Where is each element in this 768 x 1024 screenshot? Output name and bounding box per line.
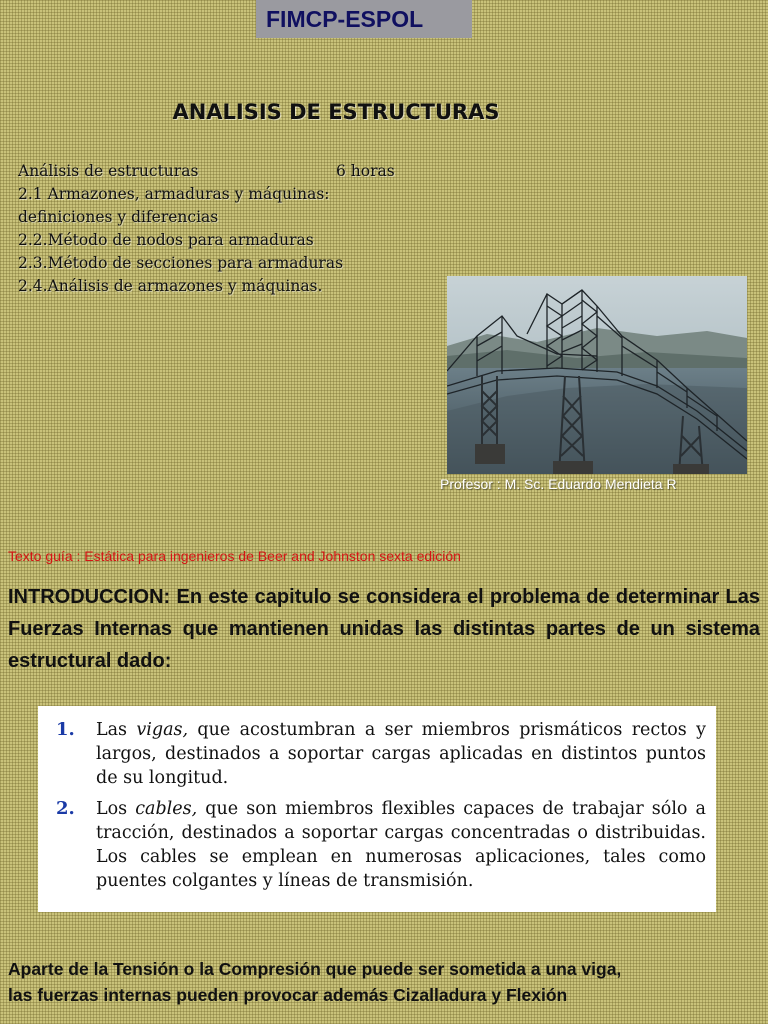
syllabus-heading-row — [18, 160, 418, 183]
book-item-text: que acostumbran a ser miembros prismáticos rectos y largos, destinados a soportar cargas aplicadas en distintos puntos de su longitud. — [96, 720, 706, 788]
syllabus-list — [18, 160, 418, 298]
text-guide: Texto guía : Estática para ingenieros de Beer and Johnston sexta edición — [8, 548, 461, 564]
page-title: ANALISIS DE ESTRUCTURAS — [172, 100, 500, 124]
book-item-number: 2. — [56, 798, 75, 819]
book-item-number: 1. — [56, 719, 75, 740]
syllabus-item: 2.4.Análisis de armazones y máquinas. — [18, 277, 323, 295]
syllabus-item: 2.3.Método de secciones para armaduras — [18, 254, 344, 272]
professor-credit: Profesor : M. Sc. Eduardo Mendieta R — [440, 476, 677, 492]
bottom-statement — [8, 956, 760, 1008]
book-excerpt-box — [38, 706, 716, 912]
syllabus-item: definiciones y diferencias — [18, 208, 219, 226]
bottom-line-2: las fuerzas internas pueden provocar además Cizalladura y Flexión — [8, 985, 568, 1005]
syllabus-item: 2.1 Armazones, armaduras y máquinas: — [18, 185, 330, 203]
book-item-term: vigas, — [136, 720, 189, 740]
intro-text: En este capitulo se considera el problema de determinar Las Fuerzas Internas que mantienen unidas las distintas partes de un sistema estructural dado: — [8, 586, 760, 672]
book-item-beams — [56, 718, 706, 790]
header-badge: FIMCP-ESPOL — [256, 0, 472, 38]
book-item-term: cables, — [135, 799, 198, 819]
syllabus-hours: 6 horas — [336, 162, 395, 180]
book-item-lead: Las — [96, 720, 137, 740]
bottom-line-1: Aparte de la Tensión o la Compresión que puede ser sometida a una viga, — [8, 959, 622, 979]
intro-paragraph — [8, 581, 760, 677]
intro-label: INTRODUCCION: — [8, 586, 171, 608]
book-item-text: que son miembros flexibles capaces de trabajar sólo a tracción, destinados a soportar cargas concentradas o distribuidas. Los cables se emplean en numerosas aplicaciones, tales como puentes colgantes y líneas de transmisión. — [96, 799, 706, 891]
book-item-cables — [56, 797, 706, 893]
syllabus-item: 2.2.Método de nodos para armaduras — [18, 231, 314, 249]
syllabus-heading: Análisis de estructuras — [18, 162, 199, 180]
bridge-photo — [447, 276, 747, 474]
book-item-lead: Los — [96, 799, 136, 819]
